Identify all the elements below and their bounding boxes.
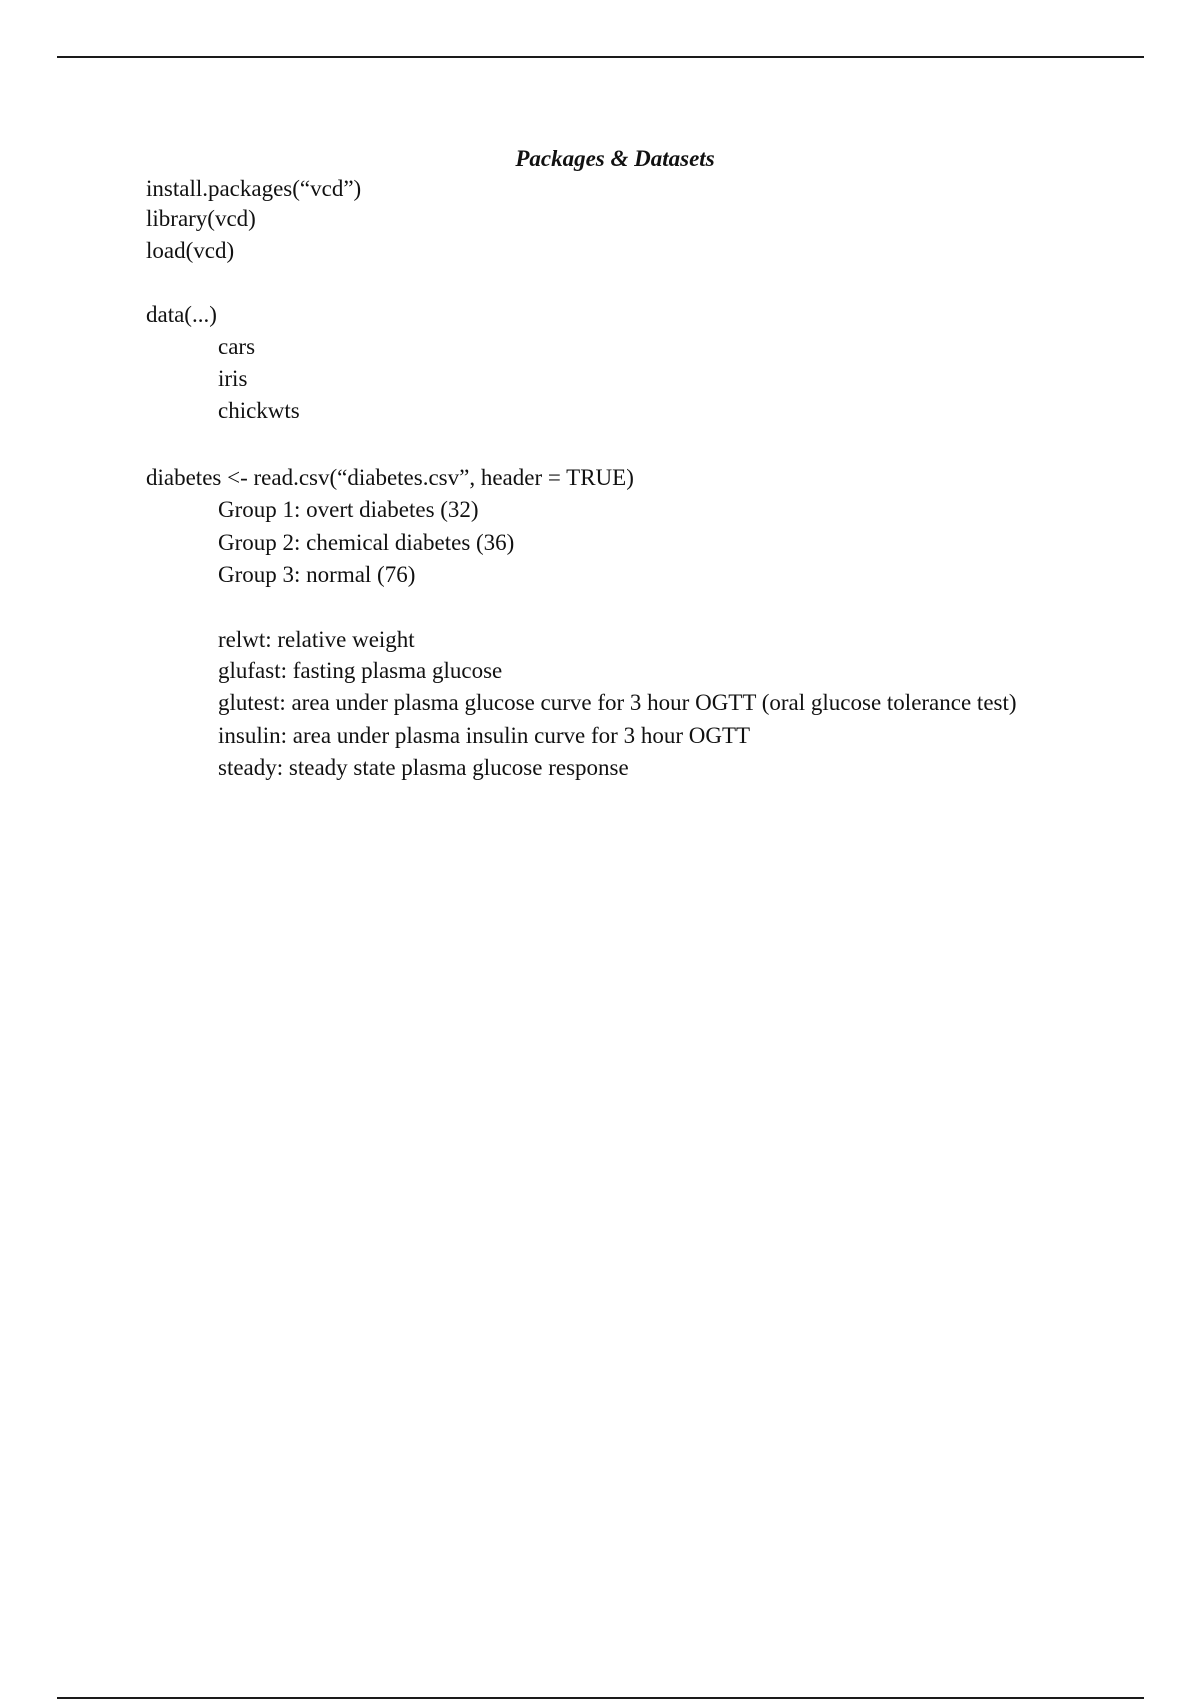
top-rule	[57, 56, 1144, 58]
variable-item: insulin: area under plasma insulin curve for 3 hour OGTT	[218, 723, 751, 748]
group-item: Group 1: overt diabetes (32)	[218, 497, 479, 522]
group-item: Group 3: normal (76)	[218, 562, 416, 587]
package-line: install.packages(“vcd”)	[146, 176, 362, 201]
variable-item: relwt: relative weight	[218, 627, 415, 652]
group-item: Group 2: chemical diabetes (36)	[218, 530, 515, 555]
data-call-line: data(...)	[146, 302, 217, 327]
variable-item: glufast: fasting plasma glucose	[218, 658, 503, 683]
package-line: load(vcd)	[146, 238, 235, 263]
page-title: Packages & Datasets	[515, 146, 715, 171]
dataset-item: iris	[218, 366, 248, 391]
variable-item: steady: steady state plasma glucose response	[218, 755, 629, 780]
bottom-rule	[57, 1697, 1144, 1699]
package-line: library(vcd)	[146, 206, 256, 231]
variable-item: glutest: area under plasma glucose curve for 3 hour OGTT (oral glucose tolerance test)	[218, 690, 1017, 715]
dataset-item: cars	[218, 334, 256, 359]
read-csv-line: diabetes <- read.csv(“diabetes.csv”, header = TRUE)	[146, 465, 634, 490]
dataset-item: chickwts	[218, 398, 300, 423]
